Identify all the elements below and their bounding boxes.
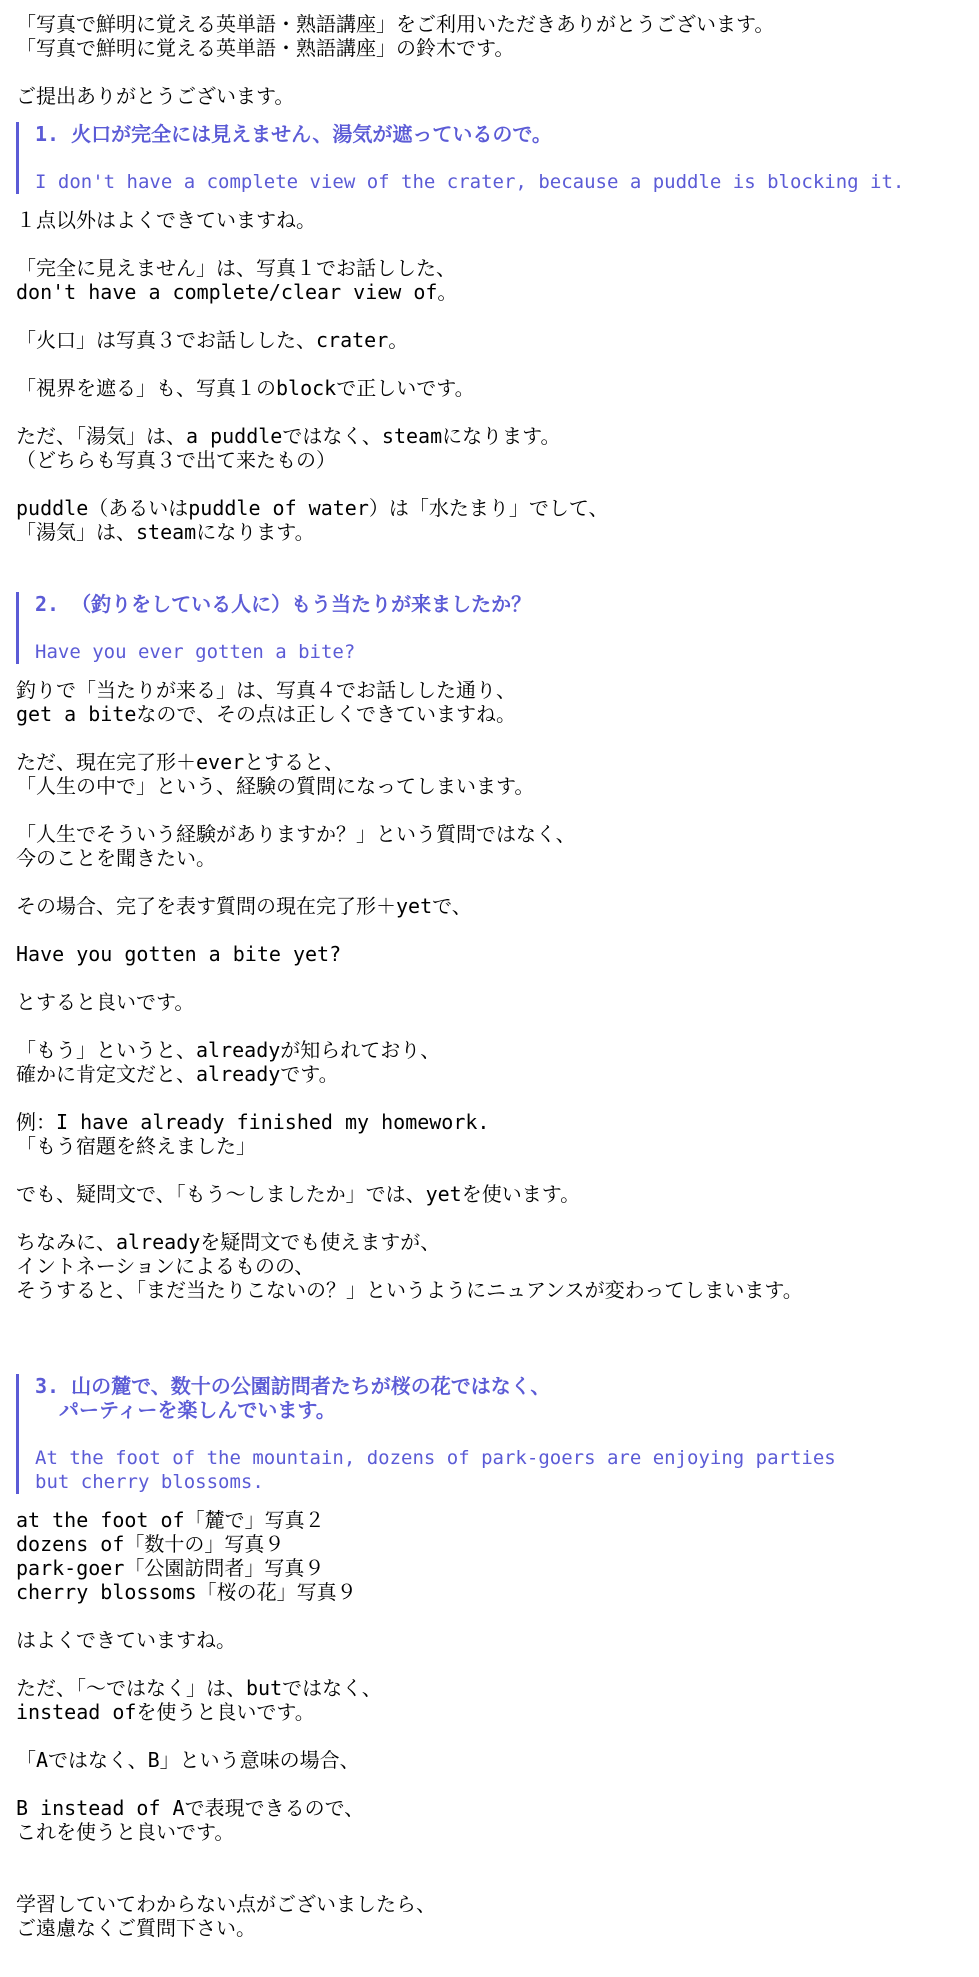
feedback-line: これを使うと良いです。 bbox=[16, 1820, 235, 1844]
feedback-line: 「湯気」は、steamになります。 bbox=[16, 520, 315, 544]
feedback-line: 「人生の中で」という、経験の質問になってしまいます。 bbox=[16, 774, 535, 798]
feedback-line bbox=[16, 966, 963, 990]
feedback-line: at the foot of「麓で」写真２ bbox=[16, 1508, 325, 1532]
feedback-line bbox=[16, 232, 963, 256]
feedback-line: とすると良いです。 bbox=[16, 990, 195, 1014]
feedback-line: 「もう宿題を終えました」 bbox=[16, 1134, 256, 1158]
feedback-line: dozens of「数十の」写真９ bbox=[16, 1532, 285, 1556]
feedback-line: 「もう」というと、alreadyが知られており、 bbox=[16, 1038, 441, 1062]
feedback-line bbox=[16, 1724, 963, 1748]
feedback-line: イントネーションによるものの、 bbox=[16, 1254, 315, 1278]
feedback-line bbox=[16, 918, 963, 942]
feedback-line bbox=[16, 304, 963, 328]
feedback-line bbox=[16, 726, 963, 750]
feedback-line bbox=[16, 1158, 963, 1182]
feedback-line: puddle（あるいはpuddle of water）は「水たまり」でして、 bbox=[16, 496, 609, 520]
feedback-line bbox=[16, 1772, 963, 1796]
question-3-ja-line-1: 3. 山の麓で、数十の公園訪問者たちが桜の花ではなく、 bbox=[35, 1374, 551, 1398]
feedback-line bbox=[16, 472, 963, 496]
feedback-line bbox=[16, 870, 963, 894]
feedback-line bbox=[16, 1604, 963, 1628]
feedback-line: get a biteなので、その点は正しくできていますね。 bbox=[16, 702, 517, 726]
feedback-line: 「視界を遮る」も、写真１のblockで正しいです。 bbox=[16, 376, 475, 400]
feedback-line: cherry blossoms「桜の花」写真９ bbox=[16, 1580, 357, 1604]
intro-line-2: 「写真で鮮明に覚える英単語・熟語講座」の鈴木です。 bbox=[16, 36, 515, 60]
feedback-line: その場合、完了を表す質問の現在完了形＋yetで、 bbox=[16, 894, 472, 918]
quote-block-2 bbox=[16, 592, 963, 664]
feedback-line bbox=[16, 1014, 963, 1038]
feedback-line: Have you gotten a bite yet? bbox=[16, 942, 342, 966]
feedback-line bbox=[16, 1652, 963, 1676]
feedback-3 bbox=[16, 1508, 963, 1844]
feedback-line: 釣りで「当たりが来る」は、写真４でお話しした通り、 bbox=[16, 678, 516, 702]
feedback-line: instead ofを使うと良いです。 bbox=[16, 1700, 315, 1724]
intro-line-1: 「写真で鮮明に覚える英単語・熟語講座」をご利用いただきありがとうございます。 bbox=[16, 12, 775, 36]
feedback-line: don't have a complete/clear view of。 bbox=[16, 280, 458, 304]
feedback-1 bbox=[16, 208, 963, 544]
thanks-line: ご提出ありがとうございます。 bbox=[16, 84, 295, 108]
feedback-line: １点以外はよくできていますね。 bbox=[16, 208, 316, 232]
feedback-line: 今のことを聞きたい。 bbox=[16, 846, 216, 870]
feedback-line: ちなみに、alreadyを疑問文でも使えますが、 bbox=[16, 1230, 441, 1254]
feedback-line: 「火口」は写真３でお話しした、crater。 bbox=[16, 328, 409, 352]
feedback-line: でも、疑問文で、「もう～しましたか」では、yetを使います。 bbox=[16, 1182, 581, 1206]
feedback-line: 「Aではなく、B」という意味の場合、 bbox=[16, 1748, 360, 1772]
question-1-ja: 1. 火口が完全には見えません、湯気が遮っているので。 bbox=[35, 122, 552, 146]
feedback-line: ただ、現在完了形＋everとすると、 bbox=[16, 750, 345, 774]
closing-line-2: ご遠慮なくご質問下さい。 bbox=[16, 1916, 256, 1940]
quote-block-3 bbox=[16, 1374, 963, 1494]
question-2-ja: 2. （釣りをしている人に）もう当たりが来ましたか？ bbox=[35, 592, 532, 616]
feedback-line: ただ、「湯気」は、a puddleではなく、steamになります。 bbox=[16, 424, 561, 448]
feedback-line: park-goer「公園訪問者」写真９ bbox=[16, 1556, 325, 1580]
answer-2-en: Have you ever gotten a bite? bbox=[35, 641, 356, 663]
feedback-2 bbox=[16, 678, 963, 1326]
feedback-line: （どちらも写真３で出て来たもの） bbox=[16, 448, 336, 472]
feedback-line: 「人生でそういう経験がありますか？」という質問ではなく、 bbox=[16, 822, 576, 846]
feedback-line: 例：I have already finished my homework. bbox=[16, 1110, 490, 1134]
feedback-line bbox=[16, 798, 963, 822]
feedback-line bbox=[16, 352, 963, 376]
closing-line-1: 学習していてわからない点がございましたら、 bbox=[16, 1892, 436, 1916]
feedback-line: はよくできていますね。 bbox=[16, 1628, 236, 1652]
quote-block-1 bbox=[16, 122, 963, 194]
question-3-ja-line-2: パーティーを楽しんでいます。 bbox=[59, 1398, 336, 1422]
feedback-line bbox=[16, 1302, 963, 1326]
feedback-line: 「完全に見えません」は、写真１でお話しした、 bbox=[16, 256, 456, 280]
feedback-line: ただ、「～ではなく」は、butではなく、 bbox=[16, 1676, 382, 1700]
answer-3-en-line-1: At the foot of the mountain, dozens of park-goers are enjoying parties bbox=[35, 1447, 836, 1469]
feedback-line: B instead of Aで表現できるので、 bbox=[16, 1796, 365, 1820]
feedback-line bbox=[16, 400, 963, 424]
feedback-line bbox=[16, 1086, 963, 1110]
answer-1-en: I don't have a complete view of the crater, because a puddle is blocking it. bbox=[35, 171, 905, 193]
feedback-line: 確かに肯定文だと、alreadyです。 bbox=[16, 1062, 339, 1086]
answer-3-en-line-2: but cherry blossoms. bbox=[35, 1471, 264, 1493]
feedback-line: そうすると、「まだ当たりこないの？」というようにニュアンスが変わってしまいます。 bbox=[16, 1278, 803, 1302]
feedback-line bbox=[16, 1206, 963, 1230]
